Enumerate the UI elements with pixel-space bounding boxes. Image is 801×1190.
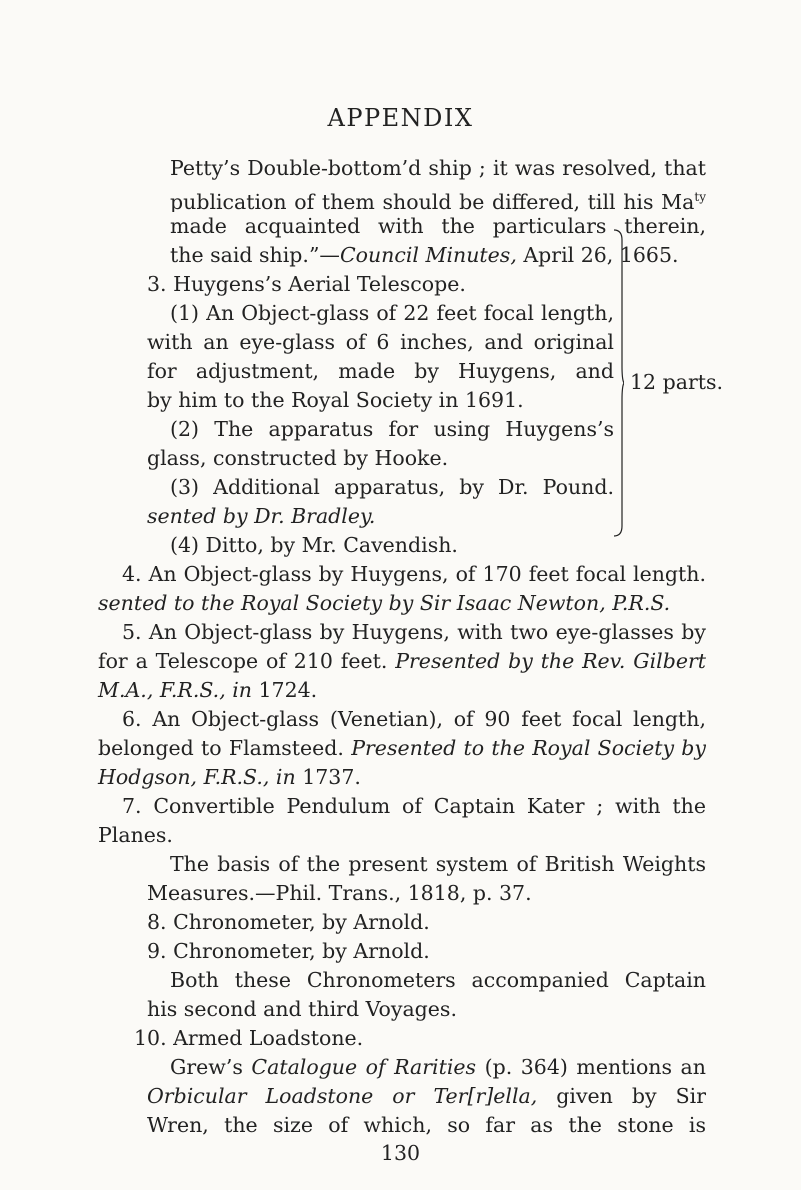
text-line: Both these Chronometers accompanied Captain (170, 968, 706, 992)
page-number: 130 (380, 1141, 421, 1165)
text-line: for a Telescope of 210 feet. Presented by the Rev. Gilbert (98, 649, 706, 673)
text-line: M.A., F.R.S., in 1724. (98, 678, 318, 702)
text-line: the said ship.”—Council Minutes, April 26, 1665. (170, 243, 679, 267)
list-item: 10. Armed Loadstone. (134, 1026, 364, 1050)
text-line: (1) An Object-glass of 22 feet focal length, (170, 301, 614, 325)
text-line: Wren, the size of which, so far as the stone is (147, 1113, 706, 1137)
text-line: made acquainted with the particulars therein, (170, 214, 706, 238)
text-line: (4) Ditto, by Mr. Cavendish. (170, 533, 458, 557)
list-item: 9. Chronometer, by Arnold. (147, 939, 430, 963)
list-item: 4. An Object-glass by Huygens, of 170 feet focal length. (122, 562, 706, 586)
right-brace (614, 228, 624, 538)
list-item: 5. An Object-glass by Huygens, with two eye-glasses by (122, 620, 706, 644)
text-line: belonged to Flamsteed. Presented to the Royal Society by (98, 736, 706, 760)
list-item: 3. Huygens’s Aerial Telescope. (147, 272, 466, 296)
text-line: sented by Dr. Bradley. (147, 504, 376, 528)
list-item: 7. Convertible Pendulum of Captain Kater ; with the (122, 794, 706, 818)
text-line: with an eye-glass of 6 inches, and original (147, 330, 614, 354)
text-line: Petty’s Double-bottom’d ship ; it was resolved, that (170, 156, 706, 180)
text-line: (2) The apparatus for using Huygens’s (170, 417, 614, 441)
text-line: glass, constructed by Hooke. (147, 446, 449, 470)
text-line: sented to the Royal Society by Sir Isaac Newton, P.R.S. (98, 591, 671, 615)
text-line: Orbicular Loadstone or Ter[r]ella, given by Sir (147, 1084, 706, 1108)
text-line: his second and third Voyages. (147, 997, 457, 1021)
text-line: by him to the Royal Society in 1691. (147, 388, 524, 412)
list-item: 8. Chronometer, by Arnold. (147, 910, 430, 934)
text-line: The basis of the present system of British Weights (170, 852, 706, 876)
brace-label: 12 parts. (630, 370, 724, 394)
text-line: Planes. (98, 823, 173, 847)
text-line: Hodgson, F.R.S., in 1737. (98, 765, 361, 789)
list-item: 6. An Object-glass (Venetian), of 90 feet focal length, (122, 707, 706, 731)
text-line: for adjustment, made by Huygens, and (147, 359, 614, 383)
page-title: APPENDIX (327, 104, 474, 132)
text-line: Grew’s Catalogue of Rarities (p. 364) mentions an (170, 1055, 706, 1079)
text-line: Measures.—Phil. Trans., 1818, p. 37. (147, 881, 532, 905)
text-line: (3) Additional apparatus, by Dr. Pound. (170, 475, 614, 499)
text-line: publication of them should be differed, till his $Ma^{ty}$ (170, 190, 706, 212)
